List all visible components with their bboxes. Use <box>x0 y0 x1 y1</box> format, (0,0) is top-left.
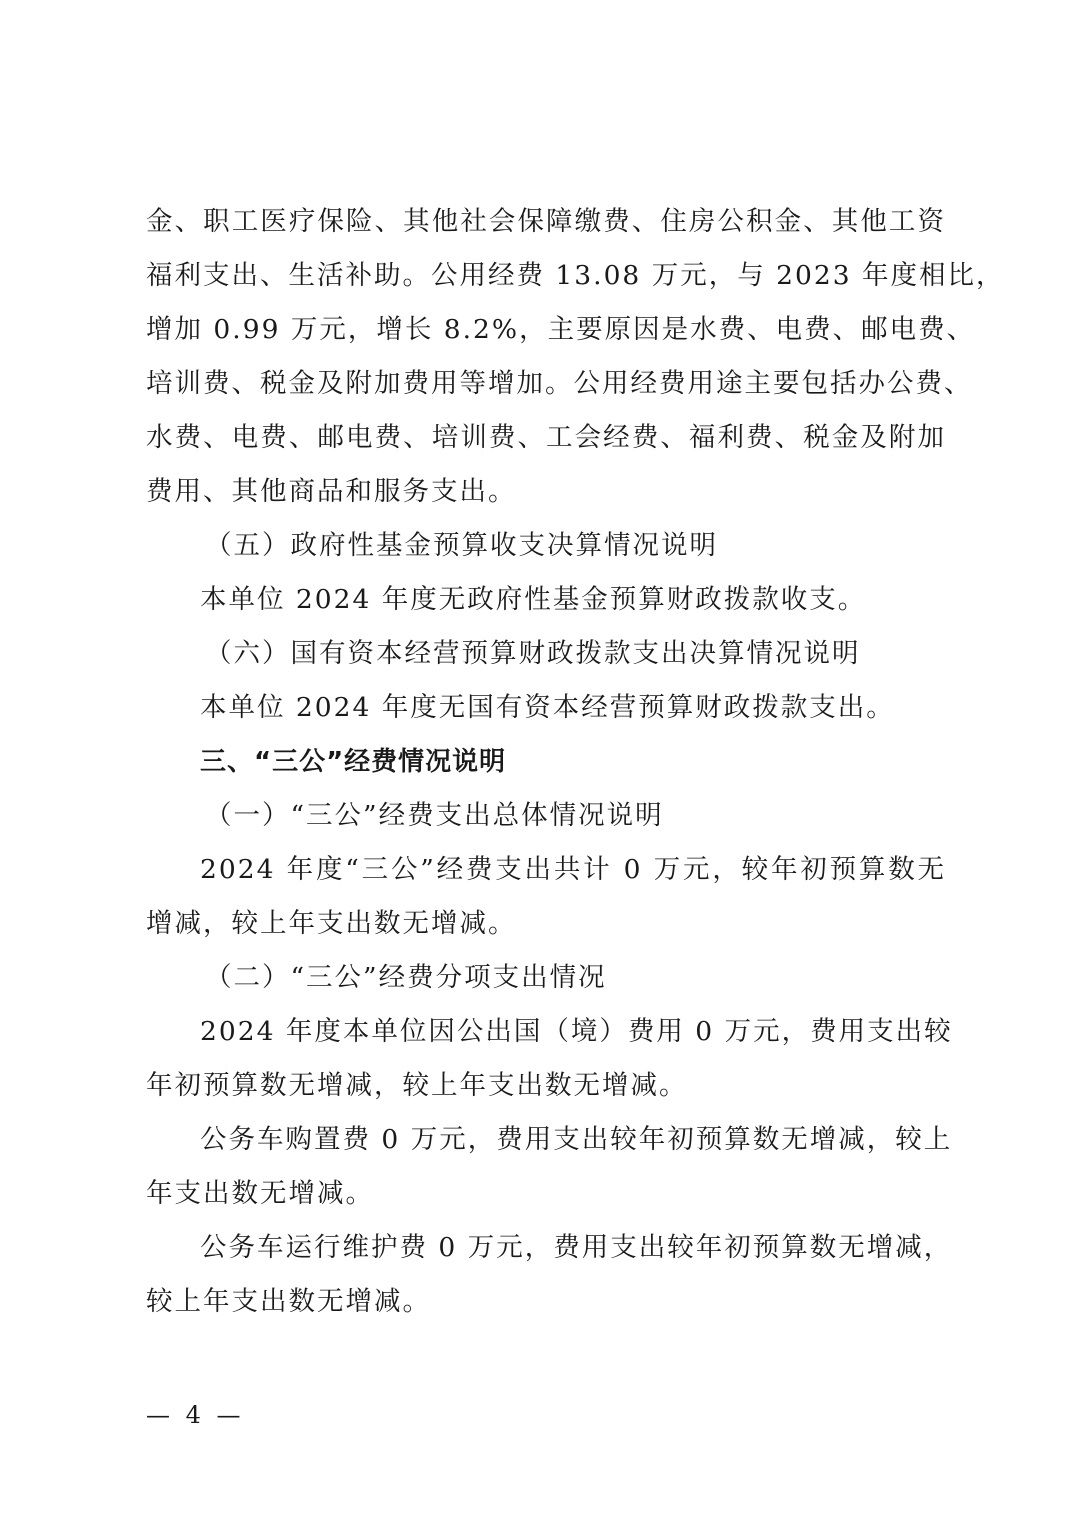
section-heading-6: （六）国有资本经营预算财政拨款支出决算情况说明 <box>205 638 861 669</box>
subsection-body-line: 增减，较上年支出数无增减。 <box>146 908 517 939</box>
paragraph-line: 公务车购置费 0 万元，费用支出较年初预算数无增减，较上 <box>200 1124 953 1155</box>
section-body-6: 本单位 2024 年度无国有资本经营预算财政拨款支出。 <box>200 692 895 723</box>
subsection-heading-2: （二）“三公”经费分项支出情况 <box>205 962 607 993</box>
body-line: 费用、其他商品和服务支出。 <box>146 476 517 507</box>
paragraph-line: 年支出数无增减。 <box>146 1178 374 1209</box>
page-number: — 4 — <box>146 1401 245 1429</box>
paragraph-line: 年初预算数无增减，较上年支出数无增减。 <box>146 1070 688 1101</box>
subsection-body-line: 2024 年度“三公”经费支出共计 0 万元，较年初预算数无 <box>200 854 946 885</box>
body-line: 水费、电费、邮电费、培训费、工会经费、福利费、税金及附加 <box>146 422 946 453</box>
part-heading-3: 三、“三公”经费情况说明 <box>200 747 507 777</box>
paragraph-line: 2024 年度本单位因公出国（境）费用 0 万元，费用支出较 <box>200 1016 953 1047</box>
paragraph-line: 公务车运行维护费 0 万元，费用支出较年初预算数无增减， <box>200 1232 953 1263</box>
paragraph-line: 较上年支出数无增减。 <box>146 1286 431 1317</box>
body-line: 福利支出、生活补助。公用经费 13.08 万元，与 2023 年度相比， <box>146 260 1005 291</box>
section-body-5: 本单位 2024 年度无政府性基金预算财政拨款收支。 <box>200 584 867 615</box>
section-heading-5: （五）政府性基金预算收支决算情况说明 <box>205 530 718 561</box>
body-line: 增加 0.99 万元，增长 8.2%，主要原因是水费、电费、邮电费、 <box>146 314 976 345</box>
subsection-heading-1: （一）“三公”经费支出总体情况说明 <box>205 800 664 831</box>
body-line: 金、职工医疗保险、其他社会保障缴费、住房公积金、其他工资 <box>146 206 946 237</box>
body-line: 培训费、税金及附加费用等增加。公用经费用途主要包括办公费、 <box>146 368 973 399</box>
